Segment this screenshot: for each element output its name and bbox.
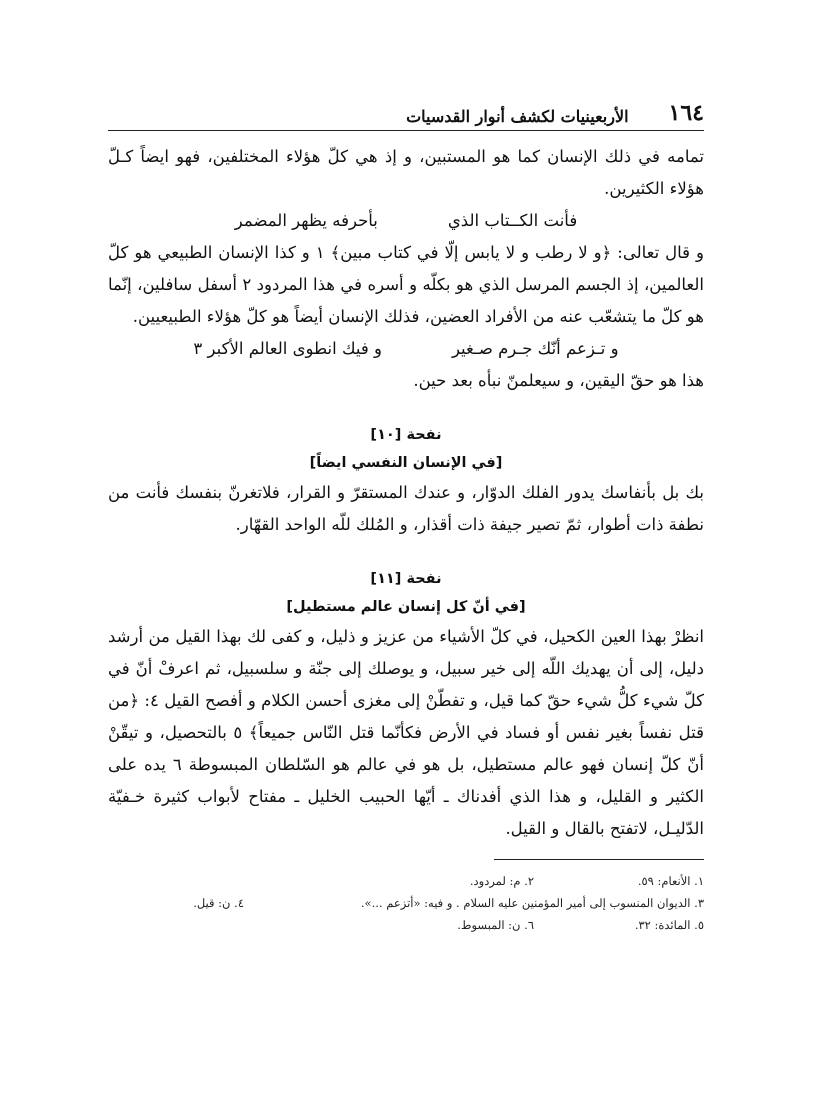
footnote-divider [494,859,704,860]
verse-1-right-hemistich: فأنت الكــتاب الذي [447,211,578,230]
footnote-3: ٣. الديوان المنسوب إلى أمير المؤمنين عليه السلام . و فيه: «أتزعم ...». [360,896,704,910]
verse-2-left-hemistich: و فيك انطوى العالم الأكبر ٣ [193,339,382,358]
footnote-1: ١. الأنعام: ٥٩. [637,874,704,888]
page-number: ١٦٤ [668,100,704,126]
footnote-5: ٥. المائدة: ٣٢. [634,918,704,932]
footnote-4: ٤. ن: قيل. [193,896,244,910]
section-11-title: [في أنّ كل إنسان عالم مستطيل] [286,599,526,615]
footnote-row-3 [108,914,704,936]
verse-1 [108,205,704,237]
page-header [108,100,704,131]
section-10-body: بك بل بأنفاسك يدور الفلك الدوّار، و عندك المستقرّ و القرار، فلاتغرنّ بنفسك فأنت من نطفة ذات أطوار، ثمّ تصير جيفة ذات أقذار، و المُلك للّه الواحد القهّار. [108,483,704,534]
section-11-number: نفحة [١١] [370,571,442,587]
footnote-row-1 [108,870,704,892]
running-title: الأربعينيات لكشف أنوار القدسيات [406,107,629,126]
footnote-row-2 [108,892,704,914]
verse-2 [108,333,704,365]
verse-2-right-hemistich: و تـزعم أنّك جـرم صـغير [451,339,619,358]
intro-paragraph-1: تمامه في ذلك الإنسان كما هو المستبين، و إذ هي كلّ هؤلاء المختلفين، فهو ايضاً كـلّ هؤلاء الكثيرين. [108,147,704,198]
footnote-2: ٢. م: لمردود. [469,874,534,888]
footnote-6: ٦. ن: المبسوط. [457,918,534,932]
section-10-title: [في الإنسان النفسي ايضاً] [309,455,503,471]
section-11-body: انظرْ بهذا العين الكحيل، في كلّ الأشياء من عزيز و ذليل، و كفى لك بهذا القيل من أرشد دليل، إلى أن يهديك اللّه إلى خير سبيل، و يوصلك إلى جنّة و سلسبيل، ثم اعرفْ أنّ في كلّ شيء كلُّ شيء حقّ كما قيل، و تفطّنْ إلى مغزى أحسن الكلام و أفصح القيل ٤: ﴿من قتل نفساً بغير نفس أو فساد في الأرض فكأنّما قتل النّاس جميعاً﴾ ٥ بالتحصيل، و تيقّنْ أنّ كلّ إنسان فهو عالم مستطيل، بل هو في عالم هو السّلطان المبسوطة ٦ يده على الكثير و القليل، و هذا الذي أفدناك ـ أيّها الحبيب الخليل ـ مفتاح لأبواب كثيرة خـفيّة الدّليـل، لاتفتح بالقال و القيل. [108,627,704,838]
intro-paragraph-2: و قال تعالى: ﴿و لا رطب و لا يابس إلّا في كتاب مبين﴾ ١ و كذا الإنسان الطبيعي هو كلّ العالمين، إذ الجسم المرسل الذي هو بكلّه و أسره في هذا المردود ٢ أسفل سافلين، إنّما هو كلّ ما يتشعّب عنه من الأفراد العضين، فذلك الإنسان أيضاً هو كلّ هؤلاء الطبيعيين. [108,243,705,326]
intro-paragraph-3: هذا هو حقّ اليقين، و سيعلمنّ نبأه بعد حين. [413,371,704,390]
footnotes [108,870,704,936]
verse-1-left-hemistich: بأحرفه يظهر المضمر [234,211,378,230]
section-10-number: نفحة [١٠] [370,427,442,443]
